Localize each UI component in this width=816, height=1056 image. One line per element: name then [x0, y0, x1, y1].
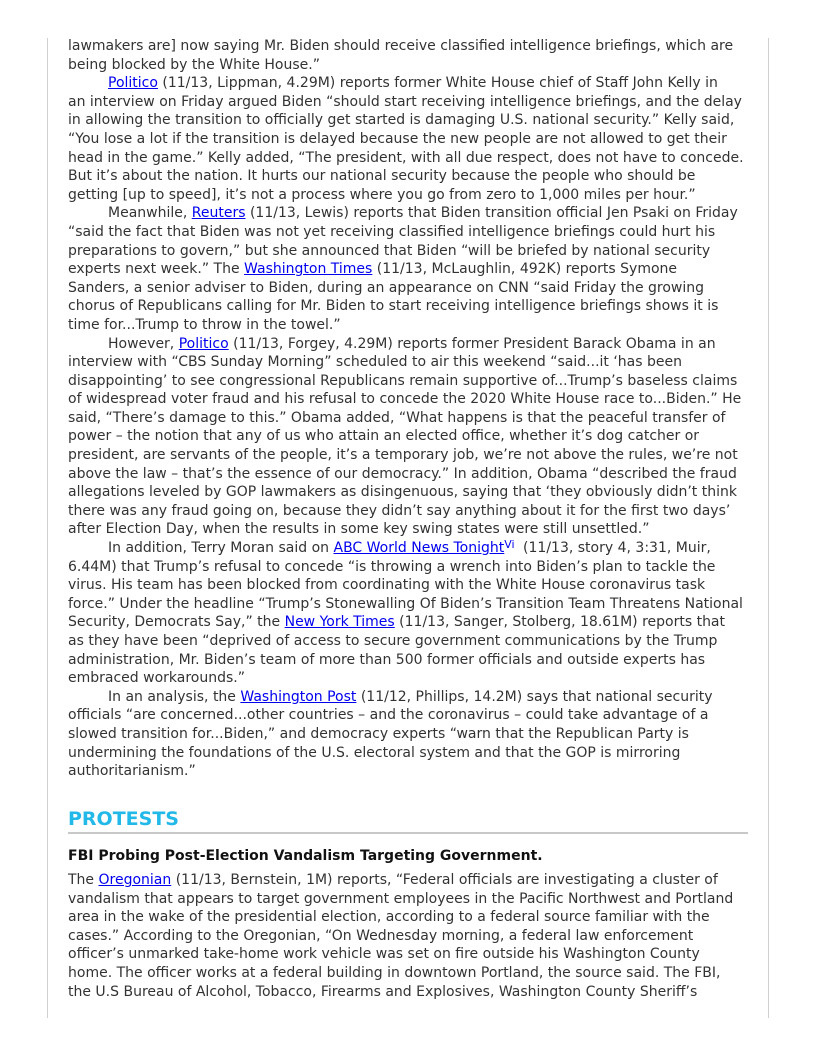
text-line: [68, 502, 758, 521]
text-segment: The: [68, 872, 99, 888]
text-segment: Security, Democrats Say,” the: [68, 614, 285, 631]
text-line: [68, 908, 758, 927]
text-line: [68, 316, 758, 335]
text-segment: Sanders, a senior adviser to Biden, during an appearance on CNN “said Friday the growing: [68, 279, 705, 296]
text-line: [68, 279, 758, 298]
video-marker[interactable]: Vi: [504, 538, 515, 552]
story-headline: FBI Probing Post-Election Vandalism Targeting Government.: [68, 848, 543, 864]
text-segment: head in the game.” Kelly added, “The president, with all due respect, does not have to concede.: [68, 149, 744, 166]
text-segment: officer’s unmarked take-home work vehicle was set on fire outside his Washington County: [68, 946, 700, 963]
text-line: [68, 520, 758, 539]
text-line: [68, 964, 758, 983]
text-line: [68, 446, 758, 465]
text-segment: (11/13, Lippman, 4.29M) reports former White House chief of Staff John Kelly in: [157, 75, 718, 92]
text-segment: president, are servants of the people, it’s a temporary job, we’re not above the rules, we’re not: [68, 447, 738, 464]
text-segment: embraced workarounds.”: [68, 670, 245, 687]
text-line: [68, 390, 758, 409]
text-line: [68, 465, 758, 484]
text-line: [68, 130, 758, 149]
text-line: [68, 56, 758, 75]
text-segment: preparations to govern,” but she announced that Biden “will be briefed by national security: [68, 242, 711, 259]
source-link[interactable]: Politico: [108, 75, 158, 92]
text-segment: administration, Mr. Biden’s team of more than 500 former officials and outside experts has: [68, 651, 706, 668]
text-segment: disappointing’ to see congressional Republicans remain supportive of...Trump’s baseless claims: [68, 372, 738, 389]
text-line: [68, 260, 758, 279]
text-segment: “You lose a lot if the transition is delayed because the new people are not allowed to get their: [68, 130, 727, 147]
text-segment: virus. His team has been blocked from coordinating with the White House coronavirus task: [68, 577, 706, 594]
page-border-right: [768, 38, 769, 1018]
text-segment: But it’s about the nation. It hurts our national security because the people who should be: [68, 168, 696, 185]
page-border-left: [47, 38, 48, 1018]
text-segment: as they have been “deprived of access to secure government communications by the Trump: [68, 633, 718, 649]
text-segment: there was any fraud going on, because they didn’t say anything about it for the first two days’: [68, 502, 731, 519]
text-segment: In addition, Terry Moran said on: [108, 540, 334, 557]
text-segment: an interview on Friday argued Biden “should start receiving intelligence briefings, and the delay: [68, 93, 742, 110]
text-segment: said, “There’s damage to this.” Obama added, “What happens is that the peaceful transfer of: [68, 409, 726, 426]
text-segment: However,: [108, 335, 179, 352]
text-line: [68, 93, 758, 112]
text-segment: (11/13, story 4, 3:31, Muir,: [518, 540, 711, 557]
text-line: [68, 613, 758, 632]
text-line: [68, 669, 758, 688]
text-segment: 6.44M) that Trump’s refusal to concede “is throwing a wrench into Biden’s plan to tackle the: [68, 558, 716, 575]
text-segment: slowed transition for...Biden,” and democracy experts “warn that the Republican Party is: [68, 725, 689, 742]
text-segment: undermining the foundations of the U.S. electoral system and that the GOP is mirroring: [68, 744, 681, 761]
text-line: [68, 297, 758, 316]
text-line: [68, 927, 758, 946]
text-line: [68, 595, 758, 614]
text-line: [68, 483, 758, 502]
text-segment: after Election Day, when the results in some key swing states were still unsettled.”: [68, 521, 650, 538]
text-line: [68, 186, 758, 205]
text-line: [68, 983, 758, 1002]
text-segment: vandalism that appears to target government employees in the Pacific Northwest and Portland: [68, 890, 734, 907]
text-segment: area in the wake of the presidential election, according to a federal source familiar with the: [68, 909, 710, 926]
text-segment: time for...Trump to throw in the towel.”: [68, 316, 341, 333]
text-segment: allegations leveled by GOP lawmakers as disingenuous, saying that ‘they obviously didn’t think: [68, 484, 737, 501]
source-link[interactable]: Reuters: [191, 205, 246, 222]
source-link[interactable]: Politico: [178, 335, 229, 352]
text-segment: chorus of Republicans calling for Mr. Biden to start receiving intelligence briefings shows it is: [68, 298, 719, 315]
text-line: [68, 632, 758, 651]
text-line: [68, 688, 758, 707]
text-line: [68, 335, 758, 354]
source-link[interactable]: ABC World News Tonight: [333, 540, 505, 557]
text-segment: being blocked by the White House.”: [68, 56, 320, 73]
text-segment: (11/13, Sanger, Stolberg, 18.61M) reports that: [394, 614, 726, 631]
text-segment: (11/13, Forgey, 4.29M) reports former President Barack Obama in an: [228, 335, 716, 352]
text-segment: in allowing the transition to officially get started is damaging U.S. national security.” Kelly said,: [68, 112, 735, 129]
text-line: [68, 204, 758, 223]
text-segment: above the law – that’s the essence of our democracy.” In addition, Obama “described the fraud: [68, 465, 737, 482]
text-segment: Meanwhile,: [108, 205, 192, 222]
text-line: [68, 945, 758, 964]
text-segment: of widespread voter fraud and his refusal to concede the 2020 White House race to...Biden.” He: [68, 391, 742, 408]
text-segment: getting [up to speed], it’s not a process where you go from zero to 1,000 miles per hour.”: [68, 186, 696, 203]
text-segment: (11/13, Bernstein, 1M) reports, “Federal officials are investigating a cluster of: [171, 872, 718, 888]
text-line: [68, 242, 758, 261]
text-segment: experts next week.” The: [68, 261, 245, 278]
text-line: [68, 890, 758, 909]
article-body-protests: [68, 871, 758, 1001]
text-line: [68, 576, 758, 595]
text-line: [68, 558, 758, 577]
text-line: [68, 539, 758, 558]
text-segment: authoritarianism.”: [68, 763, 196, 780]
text-line: [68, 744, 758, 763]
source-link[interactable]: Oregonian: [98, 872, 172, 888]
text-line: [68, 706, 758, 725]
text-line: [68, 353, 758, 372]
text-segment: (11/13, Lewis) reports that Biden transition official Jen Psaki on Friday: [245, 205, 738, 222]
text-segment: lawmakers are] now saying Mr. Biden should receive classified intelligence briefings, which are: [68, 38, 734, 54]
text-line: [68, 149, 758, 168]
text-line: [68, 651, 758, 670]
source-link[interactable]: New York Times: [284, 614, 395, 631]
text-segment: (11/12, Phillips, 14.2M) says that national security: [356, 688, 713, 705]
text-line: [68, 725, 758, 744]
text-line: [68, 111, 758, 130]
text-line: [68, 372, 758, 391]
source-link[interactable]: Washington Times: [244, 261, 373, 278]
text-segment: officials “are concerned...other countries – and the coronavirus – could take advantage of a: [68, 707, 709, 724]
article-body-transition: [68, 37, 758, 781]
text-line: [68, 409, 758, 428]
text-segment: interview with “CBS Sunday Morning” scheduled to air this weekend “said...it ‘has been: [68, 354, 682, 371]
text-segment: In an analysis, the: [108, 688, 241, 705]
text-line: [68, 37, 758, 56]
section-heading-protests: PROTESTS: [68, 807, 748, 834]
text-segment: (11/13, McLaughlin, 492K) reports Symone: [372, 261, 678, 278]
text-segment: home. The officer works at a federal building in downtown Portland, the source said. The FBI,: [68, 964, 721, 981]
text-line: [68, 762, 758, 781]
text-segment: the U.S Bureau of Alcohol, Tobacco, Firearms and Explosives, Washington County Sheriff’s: [68, 983, 698, 1000]
text-line: [68, 223, 758, 242]
text-line: [68, 74, 758, 93]
text-line: [68, 167, 758, 186]
text-segment: cases.” According to the Oregonian, “On Wednesday morning, a federal law enforcement: [68, 927, 694, 944]
source-link[interactable]: Washington Post: [240, 688, 357, 705]
text-segment: “said the fact that Biden was not yet receiving classified intelligence briefings could hurt his: [68, 223, 716, 240]
text-segment: power – the notion that any of us who attain an elected office, whether it’s dog catcher or: [68, 428, 700, 445]
text-segment: force.” Under the headline “Trump’s Stonewalling Of Biden’s Transition Team Threatens National: [68, 595, 743, 612]
text-line: [68, 427, 758, 446]
text-line: [68, 871, 758, 890]
